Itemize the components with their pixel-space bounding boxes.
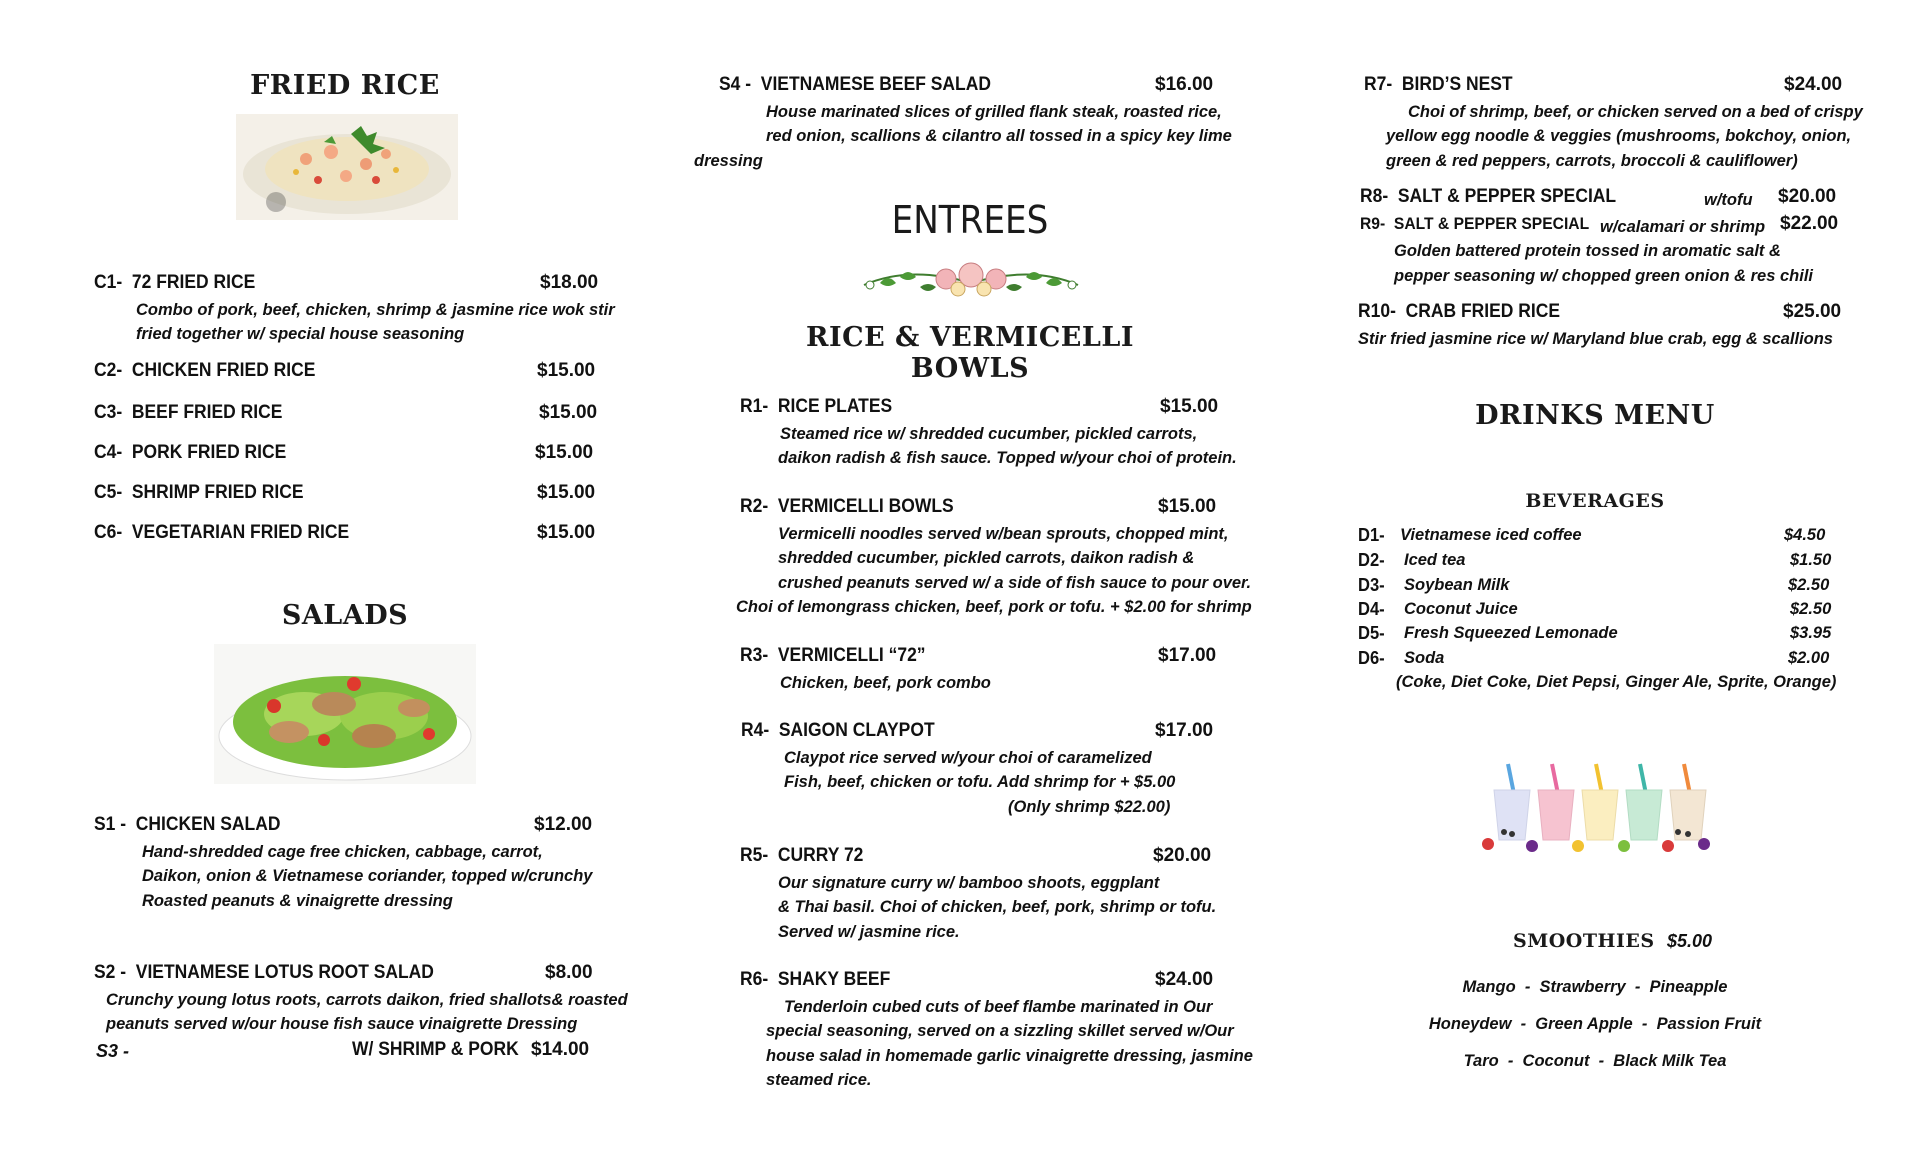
option-r9: w/calamari or shrimp <box>1600 218 1766 236</box>
desc-s1-line3: Roasted peanuts & vinaigrette dressing <box>142 892 453 910</box>
desc-r9-line1: Golden battered protein tossed in aromatic salt & <box>1394 242 1781 260</box>
desc-r5-line2: & Thai basil. Choi of chicken, beef, pork, shrimp or tofu. <box>778 898 1217 916</box>
beverage-price-d5: $3.95 <box>1790 624 1832 642</box>
beverage-code-d3: D3- <box>1358 575 1385 595</box>
item-name: RICE PLATES <box>777 396 893 417</box>
item-code: R3- <box>740 645 769 666</box>
rice-vermicelli-heading: RICE & VERMICELLI BOWLS <box>806 322 1134 384</box>
menu-item-r8 <box>1360 186 1616 208</box>
desc-s4-line3: dressing <box>694 152 763 170</box>
item-name: SALT & PEPPER SPECIAL <box>1393 214 1590 233</box>
menu-item-r7 <box>1364 74 1513 96</box>
entrees-heading: ENTREES <box>891 198 1049 242</box>
desc-r5-line1: Our signature curry w/ bamboo shoots, eggplant <box>778 874 1160 892</box>
menu-item-c2 <box>94 360 315 382</box>
item-code: C3- <box>94 402 123 423</box>
menu-item-r1 <box>740 396 892 418</box>
beverage-name-d3: Soybean Milk <box>1404 576 1510 594</box>
desc-r9-line2: pepper seasoning w/ chopped green onion & res chili <box>1394 267 1813 285</box>
item-name: SHAKY BEEF <box>777 969 891 990</box>
item-name: VIETNAMESE LOTUS ROOT SALAD <box>135 962 434 983</box>
item-code: R1- <box>740 396 769 417</box>
desc-s4-line1: House marinated slices of grilled flank steak, roasted rice, <box>766 103 1222 121</box>
beverage-code-d5: D5- <box>1358 623 1385 643</box>
price-r6: $24.00 <box>1155 969 1214 990</box>
item-code: R10- <box>1358 301 1396 322</box>
menu-item-c6 <box>94 522 349 544</box>
desc-r7-line3: green & red peppers, carrots, broccoli & cauliflower) <box>1386 152 1798 170</box>
menu-item-r2 <box>740 496 954 518</box>
soda-note: (Coke, Diet Coke, Diet Pepsi, Ginger Ale, Sprite, Orange) <box>1396 673 1837 691</box>
desc-r6-line1: Tenderloin cubed cuts of beef flambe marinated in Our <box>784 998 1213 1016</box>
price-r9: $22.00 <box>1780 213 1839 234</box>
item-code: R9- <box>1360 214 1386 233</box>
desc-r7-line2: yellow egg noodle & veggies (mushrooms, bokchoy, onion, <box>1386 127 1852 145</box>
item-name: VIETNAMESE BEEF SALAD <box>760 74 991 95</box>
item-code: R7- <box>1364 74 1393 95</box>
menu-item-s2 <box>94 962 434 984</box>
salads-heading: SALADS <box>281 600 409 631</box>
price-r3: $17.00 <box>1158 645 1217 666</box>
desc-r2-line3: crushed peanuts served w/ a side of fish sauce to pour over. <box>778 574 1252 592</box>
beverage-price-d4: $2.50 <box>1790 600 1832 618</box>
menu-item-r6 <box>740 969 890 991</box>
price-r10: $25.00 <box>1783 301 1842 322</box>
item-code: C4- <box>94 442 123 463</box>
item-name: BEEF FRIED RICE <box>131 402 283 423</box>
menu-item-c4 <box>94 442 286 464</box>
price-r7: $24.00 <box>1784 74 1843 95</box>
item-code: S4 - <box>719 74 752 95</box>
desc-s2-line1: Crunchy young lotus roots, carrots daikon, fried shallots& roasted <box>106 991 628 1009</box>
desc-r7-line1: Choi of shrimp, beef, or chicken served on a bed of crispy <box>1408 103 1863 121</box>
menu-item-c3 <box>94 402 282 424</box>
price-r4: $17.00 <box>1155 720 1214 741</box>
item-name: CURRY 72 <box>777 845 864 866</box>
menu-item-r5 <box>740 845 863 867</box>
smoothies-heading <box>1513 930 1712 952</box>
desc-r2-line4: Choi of lemongrass chicken, beef, pork or tofu. + $2.00 for shrimp <box>736 598 1252 616</box>
desc-r5-line3: Served w/ jasmine rice. <box>778 923 960 941</box>
price-c4: $15.00 <box>535 442 594 463</box>
menu-item-s4 <box>719 74 991 96</box>
item-name: SAIGON CLAYPOT <box>778 720 935 741</box>
menu-item-r3 <box>740 645 926 667</box>
item-name: BIRD’S NEST <box>1401 74 1513 95</box>
smoothie-row-1: Mango - Strawberry - Pineapple <box>1462 978 1728 996</box>
price-c1: $18.00 <box>540 272 599 293</box>
item-code: C2- <box>94 360 123 381</box>
desc-r10-line1: Stir fried jasmine rice w/ Maryland blue crab, egg & scallions <box>1358 330 1833 348</box>
item-name: VEGETARIAN FRIED RICE <box>131 522 350 543</box>
beverage-code-d1: D1- <box>1358 525 1385 545</box>
beverage-name-d6: Soda <box>1404 649 1445 667</box>
desc-r6-line2: special seasoning, served on a sizzling skillet served w/Our <box>766 1022 1234 1040</box>
item-code: S1 - <box>94 814 127 835</box>
item-code: C5- <box>94 482 123 503</box>
item-code: R2- <box>740 496 769 517</box>
beverage-code-d2: D2- <box>1358 550 1385 570</box>
menu-item-s3-name: W/ SHRIMP & PORK <box>352 1039 519 1060</box>
desc-r4-line3: (Only shrimp $22.00) <box>1008 798 1171 816</box>
price-c2: $15.00 <box>537 360 596 381</box>
item-code: R4- <box>741 720 770 741</box>
smoothie-row-2: Honeydew - Green Apple - Passion Fruit <box>1428 1015 1762 1033</box>
desc-s1-line2: Daikon, onion & Vietnamese coriander, topped w/crunchy <box>142 867 593 885</box>
desc-r1-line1: Steamed rice w/ shredded cucumber, pickled carrots, <box>780 425 1198 443</box>
menu-item-c1 <box>94 272 255 294</box>
smoothies-price: $5.00 <box>1667 931 1713 951</box>
beverage-name-d5: Fresh Squeezed Lemonade <box>1404 624 1618 642</box>
desc-c1-line2: fried together w/ special house seasoning <box>136 325 465 343</box>
item-code: R6- <box>740 969 769 990</box>
menu-item-r9 <box>1360 214 1589 234</box>
smoothie-row-3: Taro - Coconut - Black Milk Tea <box>1463 1052 1727 1070</box>
item-code: C6- <box>94 522 123 543</box>
beverage-price-d2: $1.50 <box>1790 551 1832 569</box>
item-name: VERMICELLI “72” <box>777 645 926 666</box>
item-name: PORK FRIED RICE <box>131 442 287 463</box>
item-name: SALT & PEPPER SPECIAL <box>1397 186 1617 207</box>
item-name: 72 FRIED RICE <box>131 272 256 293</box>
desc-r4-line2: Fish, beef, chicken or tofu. Add shrimp for + $5.00 <box>784 773 1176 791</box>
menu-item-r4 <box>741 720 935 742</box>
desc-c1-line1: Combo of pork, beef, chicken, shrimp & jasmine rice wok stir <box>136 301 615 319</box>
desc-s4-line2: red onion, scallions & cilantro all tossed in a spicy key lime <box>766 127 1232 145</box>
desc-r4-line1: Claypot rice served w/your choi of caramelized <box>784 749 1152 767</box>
menu-item-r10 <box>1358 301 1560 323</box>
price-s4: $16.00 <box>1155 74 1214 95</box>
price-r5: $20.00 <box>1153 845 1212 866</box>
beverage-name-d2: Iced tea <box>1404 551 1466 569</box>
item-name: VERMICELLI BOWLS <box>777 496 954 517</box>
desc-r3-line1: Chicken, beef, pork combo <box>780 674 991 692</box>
item-name: SHRIMP FRIED RICE <box>131 482 304 503</box>
beverage-name-d4: Coconut Juice <box>1404 600 1518 618</box>
item-name: CHICKEN SALAD <box>135 814 281 835</box>
item-code: S2 - <box>94 962 127 983</box>
menu-item-s1 <box>94 814 280 836</box>
beverage-price-d1: $4.50 <box>1784 526 1826 544</box>
price-r8: $20.00 <box>1778 186 1837 207</box>
item-code: R8- <box>1360 186 1389 207</box>
beverage-price-d6: $2.00 <box>1788 649 1830 667</box>
price-c5: $15.00 <box>537 482 596 503</box>
beverages-heading: BEVERAGES <box>1525 490 1665 512</box>
smoothie-cups-photo <box>1478 760 1714 856</box>
menu-item-c5 <box>94 482 303 504</box>
smoothies-title: SMOOTHIES <box>1513 930 1655 952</box>
item-code: R5- <box>740 845 769 866</box>
option-r8: w/tofu <box>1704 191 1753 209</box>
drinks-menu-heading: DRINKS MENU <box>1475 400 1715 431</box>
menu-item-s3-code: S3 - <box>96 1041 130 1061</box>
item-code: C1- <box>94 272 123 293</box>
floral-divider-icon <box>860 255 1082 301</box>
desc-r2-line2: shredded cucumber, pickled carrots, daikon radish & <box>778 549 1195 567</box>
desc-r6-line3: house salad in homemade garlic vinaigrette dressing, jasmine <box>766 1047 1253 1065</box>
item-name: CHICKEN FRIED RICE <box>131 360 316 381</box>
desc-s1-line1: Hand-shredded cage free chicken, cabbage, carrot, <box>142 843 543 861</box>
desc-r6-line4: steamed rice. <box>766 1071 872 1089</box>
beverage-code-d6: D6- <box>1358 648 1385 668</box>
fried-rice-heading: FRIED RICE <box>250 70 440 101</box>
fried-rice-photo <box>236 114 458 220</box>
price-s3: $14.00 <box>531 1039 590 1060</box>
beverage-name-d1: Vietnamese iced coffee <box>1400 526 1582 544</box>
beverage-price-d3: $2.50 <box>1788 576 1830 594</box>
price-c3: $15.00 <box>539 402 598 423</box>
desc-r2-line1: Vermicelli noodles served w/bean sprouts, chopped mint, <box>778 525 1229 543</box>
price-r2: $15.00 <box>1158 496 1217 517</box>
salad-photo <box>214 644 476 784</box>
beverage-code-d4: D4- <box>1358 599 1385 619</box>
desc-r1-line2: daikon radish & fish sauce. Topped w/your choi of protein. <box>778 449 1237 467</box>
price-r1: $15.00 <box>1160 396 1219 417</box>
desc-s2-line2: peanuts served w/our house fish sauce vinaigrette Dressing <box>106 1015 578 1033</box>
price-c6: $15.00 <box>537 522 596 543</box>
price-s2: $8.00 <box>545 962 593 983</box>
price-s1: $12.00 <box>534 814 593 835</box>
item-name: CRAB FRIED RICE <box>1405 301 1561 322</box>
